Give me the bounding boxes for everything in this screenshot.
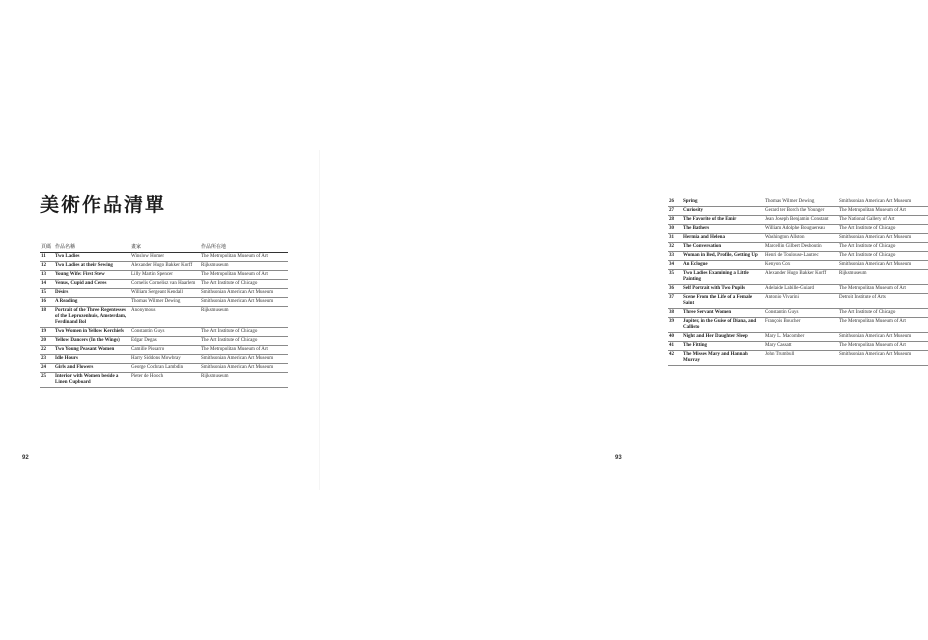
artwork-title-cell: A Reading xyxy=(54,298,130,307)
artist-cell: Harry Siddons Mowbray xyxy=(130,355,200,364)
location-cell: The Art Institute of Chicago xyxy=(838,225,928,234)
column-header-artist: 畫家 xyxy=(130,243,200,253)
artist-cell: Alexander Hugo Bakker Korff xyxy=(130,262,200,271)
location-cell: Smithsonian American Art Museum xyxy=(200,364,288,373)
table-row xyxy=(668,252,928,261)
artwork-title-cell: Curiosity xyxy=(682,207,764,216)
artist-cell: Constantin Guys xyxy=(130,328,200,337)
table-row xyxy=(668,351,928,366)
location-cell: Smithsonian American Art Museum xyxy=(200,355,288,364)
artwork-table-right xyxy=(668,198,928,366)
table-body-left xyxy=(40,253,288,388)
artwork-title-cell: Yellow Dancers (In the Wings) xyxy=(54,337,130,346)
artwork-title-cell: The Favorite of the Emir xyxy=(682,216,764,225)
page-number-left: 92 xyxy=(22,455,29,461)
page-number-cell: 15 xyxy=(40,289,54,298)
artwork-title-cell: The Bathers xyxy=(682,225,764,234)
table-row xyxy=(668,333,928,342)
table-row xyxy=(40,262,288,271)
artist-cell: Constantin Guys xyxy=(764,309,838,318)
column-header-work: 作品名稱 xyxy=(54,243,130,253)
location-cell: Rijksmuseum xyxy=(838,270,928,285)
location-cell: Smithsonian American Art Museum xyxy=(838,198,928,207)
artwork-table-left xyxy=(40,243,288,388)
artist-cell: George Cochran Lambdin xyxy=(130,364,200,373)
page-number-cell: 14 xyxy=(40,280,54,289)
table-row xyxy=(668,261,928,270)
artwork-title-cell: Jupiter, in the Guise of Diana, and Callisto xyxy=(682,318,764,333)
artist-cell: Gerard ter Borch the Younger xyxy=(764,207,838,216)
table-row xyxy=(40,364,288,373)
artist-cell: Jean Joseph Benjamin Constant xyxy=(764,216,838,225)
artist-cell: Cornelis Cornelisz van Haarlem xyxy=(130,280,200,289)
artist-cell: Kenyon Cox xyxy=(764,261,838,270)
page-number-cell: 18 xyxy=(40,307,54,328)
page-number-cell: 20 xyxy=(40,337,54,346)
location-cell: The Art Institute of Chicago xyxy=(200,280,288,289)
location-cell: The Metropolitan Museum of Art xyxy=(200,271,288,280)
column-header-location: 作品所在地 xyxy=(200,243,288,253)
location-cell: Rijksmuseum xyxy=(200,262,288,271)
table-body-right xyxy=(668,198,928,366)
table-header-row xyxy=(40,243,288,253)
artwork-title-cell: Night and Her Daughter Sleep xyxy=(682,333,764,342)
page-number-cell: 24 xyxy=(40,364,54,373)
artist-cell: Edgar Degas xyxy=(130,337,200,346)
location-cell: Rijksmuseum xyxy=(200,307,288,328)
artist-cell: Antonio Vivarini xyxy=(764,294,838,309)
page-number-cell: 42 xyxy=(668,351,682,366)
table-row xyxy=(40,307,288,328)
location-cell: The Art Institute of Chicago xyxy=(838,243,928,252)
table-row xyxy=(668,198,928,207)
artist-cell: Lilly Martin Spencer xyxy=(130,271,200,280)
table-row xyxy=(40,355,288,364)
table-row xyxy=(40,328,288,337)
artist-cell: Camille Pissarro xyxy=(130,346,200,355)
table-row xyxy=(40,253,288,262)
table-row xyxy=(40,337,288,346)
location-cell: The Metropolitan Museum of Art xyxy=(838,318,928,333)
location-cell: The Art Institute of Chicago xyxy=(200,328,288,337)
page-number-cell: 37 xyxy=(668,294,682,309)
artist-cell: Pieter de Hooch xyxy=(130,373,200,388)
left-page xyxy=(0,0,320,640)
page-number-cell: 22 xyxy=(40,346,54,355)
artist-cell: Mary L. Macomber xyxy=(764,333,838,342)
location-cell: The Art Institute of Chicago xyxy=(838,309,928,318)
artwork-title-cell: Woman in Bed, Profile, Getting Up xyxy=(682,252,764,261)
artwork-title-cell: An Eclogue xyxy=(682,261,764,270)
artwork-title-cell: Désirs xyxy=(54,289,130,298)
location-cell: Detroit Institute of Arts xyxy=(838,294,928,309)
page-number-cell: 25 xyxy=(40,373,54,388)
artwork-title-cell: Two Women in Yellow Kerchiefs xyxy=(54,328,130,337)
location-cell: The Metropolitan Museum of Art xyxy=(200,253,288,262)
location-cell: Rijksmuseum xyxy=(200,373,288,388)
artwork-title-cell: Spring xyxy=(682,198,764,207)
page-number-cell: 33 xyxy=(668,252,682,261)
artwork-title-cell: Two Ladies at their Sewing xyxy=(54,262,130,271)
page-number-cell: 31 xyxy=(668,234,682,243)
artist-cell: François Boucher xyxy=(764,318,838,333)
artwork-title-cell: Young Wife: First Stew xyxy=(54,271,130,280)
location-cell: The Metropolitan Museum of Art xyxy=(838,207,928,216)
location-cell: The National Gallery of Art xyxy=(838,216,928,225)
table-row xyxy=(40,373,288,388)
artist-cell: Winslow Homer xyxy=(130,253,200,262)
page-number-cell: 28 xyxy=(668,216,682,225)
artist-cell: Adelaide Labille-Guiard xyxy=(764,285,838,294)
page-number-cell: 41 xyxy=(668,342,682,351)
page-number-cell: 16 xyxy=(40,298,54,307)
location-cell: Smithsonian American Art Museum xyxy=(200,298,288,307)
artist-cell: Mary Cassatt xyxy=(764,342,838,351)
artist-cell: Marcellin Gilbert Desboutin xyxy=(764,243,838,252)
artwork-title-cell: Girls and Flowers xyxy=(54,364,130,373)
table-row xyxy=(40,346,288,355)
table-row xyxy=(40,271,288,280)
artwork-title-cell: The Misses Mary and Hannah Murray xyxy=(682,351,764,366)
page-number-cell: 12 xyxy=(40,262,54,271)
page-number-cell: 11 xyxy=(40,253,54,262)
artist-cell: William Sergeant Kendall xyxy=(130,289,200,298)
table-row xyxy=(668,225,928,234)
artwork-title-cell: The Fitting xyxy=(682,342,764,351)
location-cell: The Art Institute of Chicago xyxy=(838,252,928,261)
page-number-cell: 30 xyxy=(668,225,682,234)
artwork-title-cell: Venus, Cupid and Ceres xyxy=(54,280,130,289)
table-row xyxy=(668,285,928,294)
artwork-title-cell: Scene From the Life of a Female Saint xyxy=(682,294,764,309)
table-row xyxy=(668,342,928,351)
page-number-cell: 32 xyxy=(668,243,682,252)
location-cell: The Metropolitan Museum of Art xyxy=(200,346,288,355)
artwork-title-cell: Interior with Women beside a Linen Cupboard xyxy=(54,373,130,388)
artist-cell: William Adolphe Bouguereau xyxy=(764,225,838,234)
page-number-cell: 19 xyxy=(40,328,54,337)
artist-cell: Washington Allston xyxy=(764,234,838,243)
table-row xyxy=(668,234,928,243)
artwork-title-cell: The Conversation xyxy=(682,243,764,252)
page-number-cell: 26 xyxy=(668,198,682,207)
artwork-title-cell: Three Servant Women xyxy=(682,309,764,318)
artwork-title-cell: Two Young Peasant Women xyxy=(54,346,130,355)
location-cell: The Art Institute of Chicago xyxy=(200,337,288,346)
artist-cell: Henri de Toulouse-Lautrec xyxy=(764,252,838,261)
page-number-cell: 13 xyxy=(40,271,54,280)
page-title: 美術作品清單 xyxy=(40,194,167,216)
page-number-right: 93 xyxy=(615,455,622,461)
table-row xyxy=(668,207,928,216)
page-number-cell: 36 xyxy=(668,285,682,294)
artwork-title-cell: Portrait of the Three Regentesses of the Leprozenhuis, Amsterdam, Ferdinand Bol xyxy=(54,307,130,328)
location-cell: Smithsonian American Art Museum xyxy=(838,261,928,270)
location-cell: Smithsonian American Art Museum xyxy=(838,351,928,366)
location-cell: The Metropolitan Museum of Art xyxy=(838,342,928,351)
table-row xyxy=(668,216,928,225)
table-row xyxy=(668,318,928,333)
table-row xyxy=(668,309,928,318)
artist-cell: Thomas Wilmer Dewing xyxy=(764,198,838,207)
column-header-page: 頁碼 xyxy=(40,243,54,253)
table-row xyxy=(668,294,928,309)
page-number-cell: 39 xyxy=(668,318,682,333)
table-row xyxy=(40,289,288,298)
table-row xyxy=(40,298,288,307)
table-row xyxy=(668,243,928,252)
location-cell: The Metropolitan Museum of Art xyxy=(838,285,928,294)
artwork-title-cell: Two Ladies xyxy=(54,253,130,262)
right-page xyxy=(320,0,912,640)
artwork-title-cell: Two Ladies Examining a Little Painting xyxy=(682,270,764,285)
artwork-title-cell: Self Portrait with Two Pupils xyxy=(682,285,764,294)
table-row xyxy=(40,280,288,289)
artist-cell: John Trumbull xyxy=(764,351,838,366)
page-number-cell: 38 xyxy=(668,309,682,318)
artwork-title-cell: Hermia and Helena xyxy=(682,234,764,243)
location-cell: Smithsonian American Art Museum xyxy=(200,289,288,298)
artist-cell: Alexander Hugo Bakker Korff xyxy=(764,270,838,285)
page-number-cell: 23 xyxy=(40,355,54,364)
artist-cell: Anonymous xyxy=(130,307,200,328)
page-number-cell: 27 xyxy=(668,207,682,216)
page-number-cell: 34 xyxy=(668,261,682,270)
table-row xyxy=(668,270,928,285)
artwork-title-cell: Idle Hours xyxy=(54,355,130,364)
location-cell: Smithsonian American Art Museum xyxy=(838,234,928,243)
location-cell: Smithsonian American Art Museum xyxy=(838,333,928,342)
page-number-cell: 35 xyxy=(668,270,682,285)
page-number-cell: 40 xyxy=(668,333,682,342)
artist-cell: Thomas Wilmer Dewing xyxy=(130,298,200,307)
